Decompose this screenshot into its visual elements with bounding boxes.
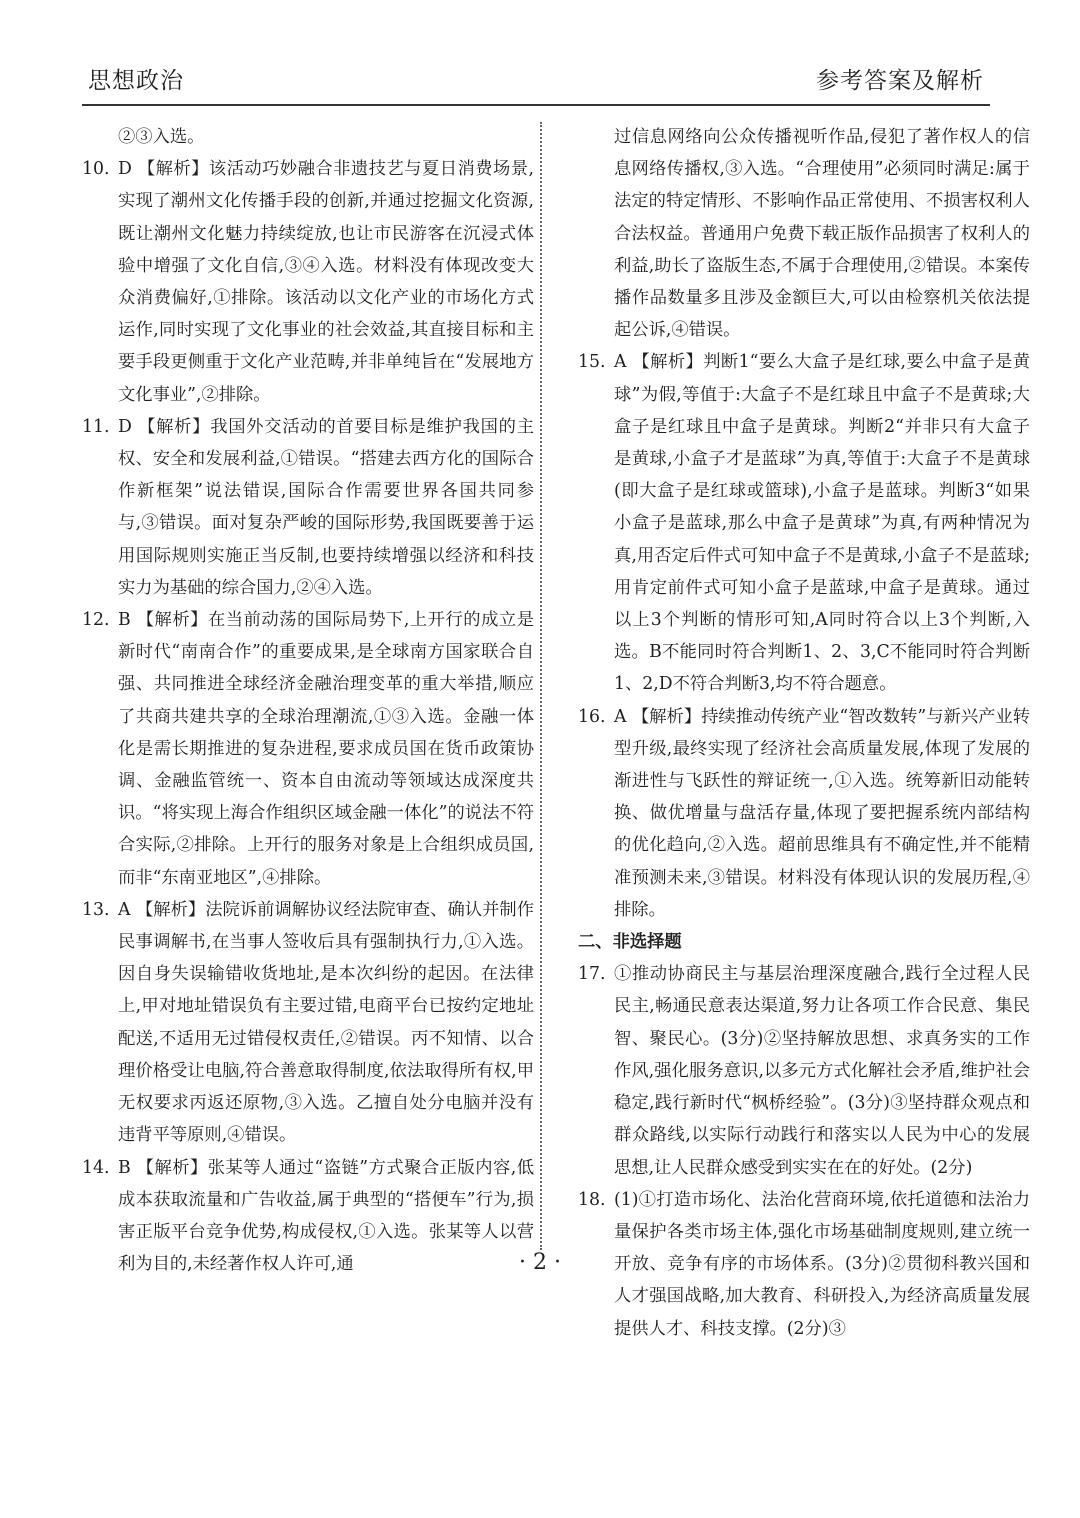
right-column [578, 121, 1030, 1345]
answer-entry-17 [578, 958, 1030, 1183]
entry-number: 10. [82, 159, 110, 180]
answer-entry-10 [82, 153, 534, 411]
continuation-text: 过信息网络向公众传播视听作品,侵犯了著作权人的信息网络传播权,③入选。“合理使用”必须同时满足:属于法定的特定情形、不影响作品正常使用、不损害权利人合法权益。普通用户免费下载正版作品损害了权利人的利益,助长了盗版生态,不属于合理使用,②错误。本案传播作品数量多且涉及金额巨大,可以由检察机关依法提起公诉,④错误。 [614, 127, 1030, 341]
entry-number: 11. [82, 416, 110, 437]
entry-number: 16. [578, 706, 606, 727]
answer-entry-11 [82, 411, 534, 604]
entry-text: D 【解析】我国外交活动的首要目标是维护我国的主权、安全和发展利益,①错误。“搭建去西方化的国际合作新框架”说法错误,国际合作需要世界各国共同参与,③错误。面对复杂严峻的国际形势,我国既要善于运用国际规则实施正当反制,也要持续增强以经济和科技实力为基础的综合国力,②④入选。 [118, 416, 534, 598]
column-divider [540, 122, 542, 1250]
answer-entry-16 [578, 701, 1030, 926]
entry-text: B 【解析】张某等人通过“盗链”方式聚合正版内容,低成本获取流量和广告收益,属于典型的“搭便车”行为,损害正版平台竞争优势,构成侵权,①入选。张某等人以营利为目的,未经著作权人许可,通 [118, 1157, 534, 1275]
entry-text: B 【解析】在当前动荡的国际局势下,上开行的成立是新时代“南南合作”的重要成果,是全球南方国家联合自强、共同推进全球经济金融治理变革的重大举措,顺应了共商共建共享的全球治理潮流,①③入选。金融一体化是需长期推进的复杂进程,要求成员国在货币政策协调、金融监管统一、资本自由流动等领域达成深度共识。“将实现上海合作组织区域金融一体化”的说法不符合实际,②排除。上开行的服务对象是上合组织成员国,而非“东南亚地区”,④排除。 [118, 610, 534, 888]
entry-text: A 【解析】法院诉前调解协议经法院审查、确认并制作民事调解书,在当事人签收后具有强制执行力,①入选。因自身失误输错收货地址,是本次纠纷的起因。在法律上,甲对地址错误负有主要过错,电商平台已按约定地址配送,不适用无过错侵权责任,②错误。丙不知情、以合理价格受让电脑,符合善意取得制度,依法取得所有权,甲无权要求丙返还原物,③入选。乙擅自处分电脑并没有违背平等原则,④错误。 [118, 899, 534, 1146]
entry-number: 14. [82, 1157, 110, 1178]
header-rule [82, 104, 990, 106]
section-heading: 二、非选择题 [578, 932, 682, 953]
entry-number: 18. [578, 1189, 606, 1210]
entry-number: 15. [578, 352, 606, 373]
answer-entry-13 [82, 894, 534, 1152]
subject-title: 思想政治 [88, 68, 184, 94]
entry-number: 13. [82, 899, 110, 920]
entry-text: D 【解析】该活动巧妙融合非遗技艺与夏日消费场景,实现了潮州文化传播手段的创新,并通过挖掘文化资源,既让潮州文化魅力持续绽放,也让市民游客在沉浸式体验中增强了文化自信,③④入选。材料没有体现改变大众消费偏好,①排除。该活动以文化产业的市场化方式运作,同时实现了文化事业的社会效益,其直接目标和主要手段更侧重于文化产业范畴,并非单纯旨在“发展地方文化事业”,②排除。 [118, 159, 534, 405]
continuation-text: ②③入选。 [118, 127, 205, 147]
answer-entry-12 [82, 604, 534, 894]
entry-number: 12. [82, 610, 110, 631]
answer-entry-15 [578, 346, 1030, 700]
page-number: · 2 · [519, 1250, 561, 1275]
left-column [82, 121, 534, 1280]
entry-text: (1)①打造市场化、法治化营商环境,依托道德和法治力量保护各类市场主体,强化市场基础制度规则,建立统一开放、竞争有序的市场体系。(3分)②贯彻科教兴国和人才强国战略,加大教育、科研投入,为经济高质量发展提供人才、科技支撑。(2分)③ [614, 1189, 1030, 1339]
entry-text: A 【解析】判断1“要么大盒子是红球,要么中盒子是黄球”为假,等值于:大盒子不是红球且中盒子不是黄球;大盒子是红球且中盒子是黄球。判断2“并非只有大盒子是黄球,小盒子才是蓝球”为真,等值于:大盒子不是黄球(即大盒子是红球或篮球),小盒子是蓝球。判断3“如果小盒子是蓝球,那么中盒子是黄球”为真,有两种情况为真,用否定后件式可知中盒子不是黄球,小盒子不是蓝球;用肯定前件式可知小盒子是蓝球,中盒子是黄球。通过以上3个判断的情形可知,A同时符合以上3个判断,入选。B不能同时符合判断1、2、3,C不能同时符合判断1、2,D不符合判断3,均不符合题意。 [614, 352, 1030, 695]
entry-text: ①推动协商民主与基层治理深度融合,践行全过程人民民主,畅通民意表达渠道,努力让各项工作合民意、集民智、聚民心。(3分)②坚持解放思想、求真务实的工作作风,强化服务意识,以多元方式化解社会矛盾,维护社会稳定,践行新时代“枫桥经验”。(3分)③坚持群众观点和群众路线,以实际行动践行和落实以人民为中心的发展思想,让人民群众感受到实实在在的好处。(2分) [614, 964, 1030, 1178]
section-title-header: 参考答案及解析 [816, 68, 984, 94]
entry-number: 17. [578, 964, 606, 985]
entry-text: A 【解析】持续推动传统产业“智改数转”与新兴产业转型升级,最终实现了经济社会高质量发展,体现了发展的渐进性与飞跃性的辩证统一,①入选。统筹新旧动能转换、做优增量与盘活存量,体现了要把握系统内部结构的优化趋向,②入选。超前思维具有不确定性,并不能精准预测未来,③错误。材料没有体现认识的发展历程,④排除。 [614, 706, 1030, 920]
